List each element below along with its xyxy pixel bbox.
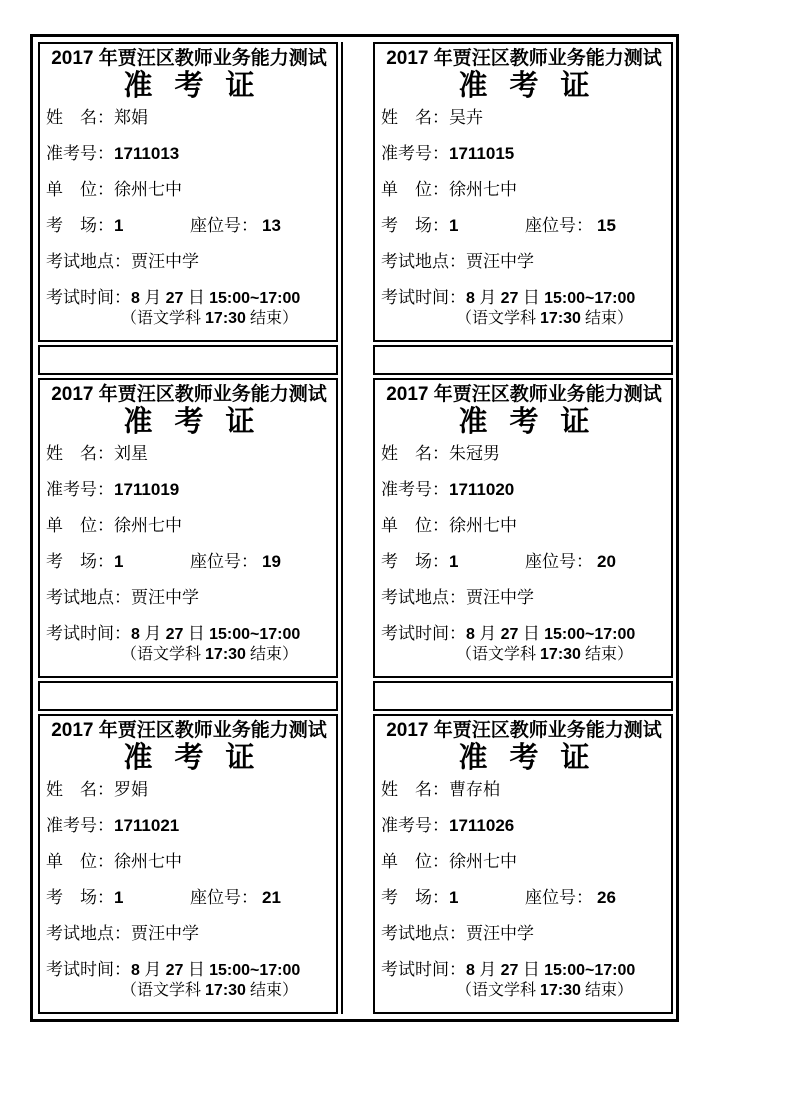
ticket-title: 准 考 证 <box>123 406 255 438</box>
column-left <box>38 42 343 1014</box>
name-field <box>46 780 332 800</box>
unit-field <box>46 180 332 200</box>
time-note-num: 17:30 <box>540 310 581 327</box>
name-label: 姓 名： <box>381 780 449 799</box>
time-range: 15:00~17:00 <box>209 626 301 643</box>
ticket-title: 准 考 证 <box>123 70 255 102</box>
time-date-num: 27 <box>165 626 188 643</box>
location-value: 贾汪中学 <box>131 588 199 607</box>
seat-label: 座位号： <box>190 888 258 907</box>
time-day-char: 日 <box>522 624 545 643</box>
name-value: 刘星 <box>114 444 148 463</box>
unit-value: 徐州七中 <box>449 180 517 199</box>
time-note <box>456 981 667 1001</box>
room-value: 1 <box>114 888 124 907</box>
time-label: 考试时间： <box>46 288 131 307</box>
room-seat-field <box>381 888 667 908</box>
spacer-cell <box>38 345 338 375</box>
time-day-char: 日 <box>187 624 210 643</box>
location-field <box>46 924 332 944</box>
time-note <box>121 981 332 1001</box>
time-field <box>46 624 332 644</box>
name-value: 曹存柏 <box>449 780 500 799</box>
name-value: 罗娟 <box>114 780 148 799</box>
time-day-char: 日 <box>522 288 545 307</box>
room-part <box>381 552 525 572</box>
time-day-num: 8 <box>131 290 145 307</box>
seat-label: 座位号： <box>525 552 593 571</box>
location-label: 考试地点： <box>46 924 131 943</box>
unit-label: 单 位： <box>46 516 114 535</box>
admission-no-value: 1711015 <box>449 144 515 163</box>
name-value: 吴卉 <box>449 108 483 127</box>
time-month-char: 月 <box>479 624 501 643</box>
room-part <box>46 888 190 908</box>
name-value: 郑娟 <box>114 108 148 127</box>
room-label: 考 场： <box>381 216 449 235</box>
name-field <box>381 444 667 464</box>
name-field <box>46 444 332 464</box>
unit-field <box>381 516 667 536</box>
admission-no-label: 准考号： <box>46 816 114 835</box>
name-label: 姓 名： <box>46 108 114 127</box>
seat-label: 座位号： <box>525 888 593 907</box>
time-note-num: 17:30 <box>205 310 246 327</box>
time-date-num: 27 <box>500 290 523 307</box>
ticket-header: 2017 年贾汪区教师业务能力测试 <box>386 720 662 741</box>
room-label: 考 场： <box>381 888 449 907</box>
unit-label: 单 位： <box>381 852 449 871</box>
room-value: 1 <box>114 552 124 571</box>
ticket-header: 2017 年贾汪区教师业务能力测试 <box>51 48 327 69</box>
admission-no-label: 准考号： <box>381 144 449 163</box>
time-note-pre: （语文学科 <box>121 646 206 663</box>
admission-no-value: 1711020 <box>449 480 515 499</box>
room-part <box>381 216 525 236</box>
unit-value: 徐州七中 <box>449 516 517 535</box>
time-note-post: 结束） <box>580 646 633 663</box>
room-seat-field <box>46 552 332 572</box>
unit-value: 徐州七中 <box>114 852 182 871</box>
time-field <box>381 288 667 308</box>
location-field <box>381 252 667 272</box>
room-label: 考 场： <box>381 552 449 571</box>
time-note-pre: （语文学科 <box>456 310 541 327</box>
admission-no-value: 1711026 <box>449 816 515 835</box>
time-date-num: 27 <box>165 962 188 979</box>
location-value: 贾汪中学 <box>466 924 534 943</box>
ticket-title: 准 考 证 <box>458 70 590 102</box>
room-value: 1 <box>449 552 459 571</box>
admission-no-label: 准考号： <box>381 480 449 499</box>
time-note-pre: （语文学科 <box>456 646 541 663</box>
admission-no-label: 准考号： <box>46 480 114 499</box>
ticket-header: 2017 年贾汪区教师业务能力测试 <box>386 48 662 69</box>
admission-no-field <box>381 480 667 500</box>
time-note-num: 17:30 <box>205 646 246 663</box>
location-label: 考试地点： <box>381 588 466 607</box>
time-day-num: 8 <box>466 962 480 979</box>
ticket-title: 准 考 证 <box>458 406 590 438</box>
location-value: 贾汪中学 <box>131 252 199 271</box>
time-label: 考试时间： <box>381 624 466 643</box>
location-field <box>381 924 667 944</box>
time-note <box>121 309 332 329</box>
ticket-title: 准 考 证 <box>123 742 255 774</box>
time-month-char: 月 <box>479 288 501 307</box>
unit-field <box>381 852 667 872</box>
admission-no-label: 准考号： <box>46 144 114 163</box>
admission-no-value: 1711021 <box>114 816 180 835</box>
unit-field <box>46 516 332 536</box>
location-field <box>46 588 332 608</box>
time-day-char: 日 <box>187 960 210 979</box>
room-label: 考 场： <box>46 888 114 907</box>
admission-no-field <box>46 816 332 836</box>
admission-no-field <box>381 816 667 836</box>
location-label: 考试地点： <box>46 588 131 607</box>
name-field <box>381 108 667 128</box>
seat-value: 15 <box>597 216 616 235</box>
location-label: 考试地点： <box>381 924 466 943</box>
seat-value: 20 <box>597 552 616 571</box>
ticket-header: 2017 年贾汪区教师业务能力测试 <box>51 720 327 741</box>
ticket-card <box>373 378 673 678</box>
admission-no-field <box>381 144 667 164</box>
time-range: 15:00~17:00 <box>209 962 301 979</box>
name-value: 朱冠男 <box>449 444 500 463</box>
location-label: 考试地点： <box>46 252 131 271</box>
unit-value: 徐州七中 <box>114 516 182 535</box>
time-field <box>46 960 332 980</box>
ticket-card <box>373 714 673 1014</box>
time-note-post: 结束） <box>245 982 298 999</box>
admission-no-label: 准考号： <box>381 816 449 835</box>
ticket-header: 2017 年贾汪区教师业务能力测试 <box>386 384 662 405</box>
time-range: 15:00~17:00 <box>544 626 636 643</box>
name-field <box>46 108 332 128</box>
time-month-char: 月 <box>144 624 166 643</box>
seat-value: 21 <box>262 888 281 907</box>
room-part <box>46 552 190 572</box>
unit-value: 徐州七中 <box>114 180 182 199</box>
time-note-post: 结束） <box>245 310 298 327</box>
time-month-char: 月 <box>144 288 166 307</box>
location-field <box>381 588 667 608</box>
room-value: 1 <box>449 888 459 907</box>
unit-label: 单 位： <box>46 180 114 199</box>
time-note <box>456 309 667 329</box>
ticket-card <box>38 42 338 342</box>
room-value: 1 <box>449 216 459 235</box>
time-date-num: 27 <box>165 290 188 307</box>
tickets-sheet <box>30 34 679 1022</box>
location-value: 贾汪中学 <box>466 588 534 607</box>
admission-no-value: 1711013 <box>114 144 180 163</box>
time-note-pre: （语文学科 <box>456 982 541 999</box>
ticket-card <box>38 714 338 1014</box>
unit-value: 徐州七中 <box>449 852 517 871</box>
time-note-num: 17:30 <box>205 982 246 999</box>
admission-no-field <box>46 480 332 500</box>
room-seat-field <box>46 888 332 908</box>
name-label: 姓 名： <box>46 780 114 799</box>
time-date-num: 27 <box>500 626 523 643</box>
time-day-num: 8 <box>466 626 480 643</box>
unit-field <box>46 852 332 872</box>
column-right <box>373 42 673 1014</box>
time-note-post: 结束） <box>245 646 298 663</box>
seat-value: 19 <box>262 552 281 571</box>
ticket-card <box>373 42 673 342</box>
seat-value: 26 <box>597 888 616 907</box>
time-range: 15:00~17:00 <box>544 962 636 979</box>
name-label: 姓 名： <box>381 444 449 463</box>
room-seat-field <box>46 216 332 236</box>
room-value: 1 <box>114 216 124 235</box>
spacer-cell <box>38 681 338 711</box>
admission-no-value: 1711019 <box>114 480 180 499</box>
time-note <box>456 645 667 665</box>
location-value: 贾汪中学 <box>131 924 199 943</box>
room-part <box>381 888 525 908</box>
seat-label: 座位号： <box>190 552 258 571</box>
location-field <box>46 252 332 272</box>
time-day-num: 8 <box>131 962 145 979</box>
time-field <box>381 960 667 980</box>
time-label: 考试时间： <box>381 288 466 307</box>
location-value: 贾汪中学 <box>466 252 534 271</box>
unit-field <box>381 180 667 200</box>
seat-value: 13 <box>262 216 281 235</box>
time-field <box>381 624 667 644</box>
time-label: 考试时间： <box>46 960 131 979</box>
time-day-num: 8 <box>131 626 145 643</box>
unit-label: 单 位： <box>381 180 449 199</box>
spacer-cell <box>373 345 673 375</box>
time-note <box>121 645 332 665</box>
time-month-char: 月 <box>479 960 501 979</box>
name-label: 姓 名： <box>381 108 449 127</box>
ticket-card <box>38 378 338 678</box>
ticket-title: 准 考 证 <box>458 742 590 774</box>
unit-label: 单 位： <box>381 516 449 535</box>
time-note-pre: （语文学科 <box>121 982 206 999</box>
name-field <box>381 780 667 800</box>
time-date-num: 27 <box>500 962 523 979</box>
room-part <box>46 216 190 236</box>
time-note-pre: （语文学科 <box>121 310 206 327</box>
spacer-cell <box>373 681 673 711</box>
time-day-char: 日 <box>187 288 210 307</box>
seat-label: 座位号： <box>525 216 593 235</box>
time-note-num: 17:30 <box>540 646 581 663</box>
admission-no-field <box>46 144 332 164</box>
ticket-header: 2017 年贾汪区教师业务能力测试 <box>51 384 327 405</box>
time-month-char: 月 <box>144 960 166 979</box>
time-note-num: 17:30 <box>540 982 581 999</box>
time-range: 15:00~17:00 <box>209 290 301 307</box>
time-note-post: 结束） <box>580 310 633 327</box>
room-label: 考 场： <box>46 216 114 235</box>
time-field <box>46 288 332 308</box>
room-seat-field <box>381 552 667 572</box>
time-day-num: 8 <box>466 290 480 307</box>
location-label: 考试地点： <box>381 252 466 271</box>
room-label: 考 场： <box>46 552 114 571</box>
time-label: 考试时间： <box>381 960 466 979</box>
name-label: 姓 名： <box>46 444 114 463</box>
time-note-post: 结束） <box>580 982 633 999</box>
time-label: 考试时间： <box>46 624 131 643</box>
seat-label: 座位号： <box>190 216 258 235</box>
time-day-char: 日 <box>522 960 545 979</box>
room-seat-field <box>381 216 667 236</box>
time-range: 15:00~17:00 <box>544 290 636 307</box>
unit-label: 单 位： <box>46 852 114 871</box>
